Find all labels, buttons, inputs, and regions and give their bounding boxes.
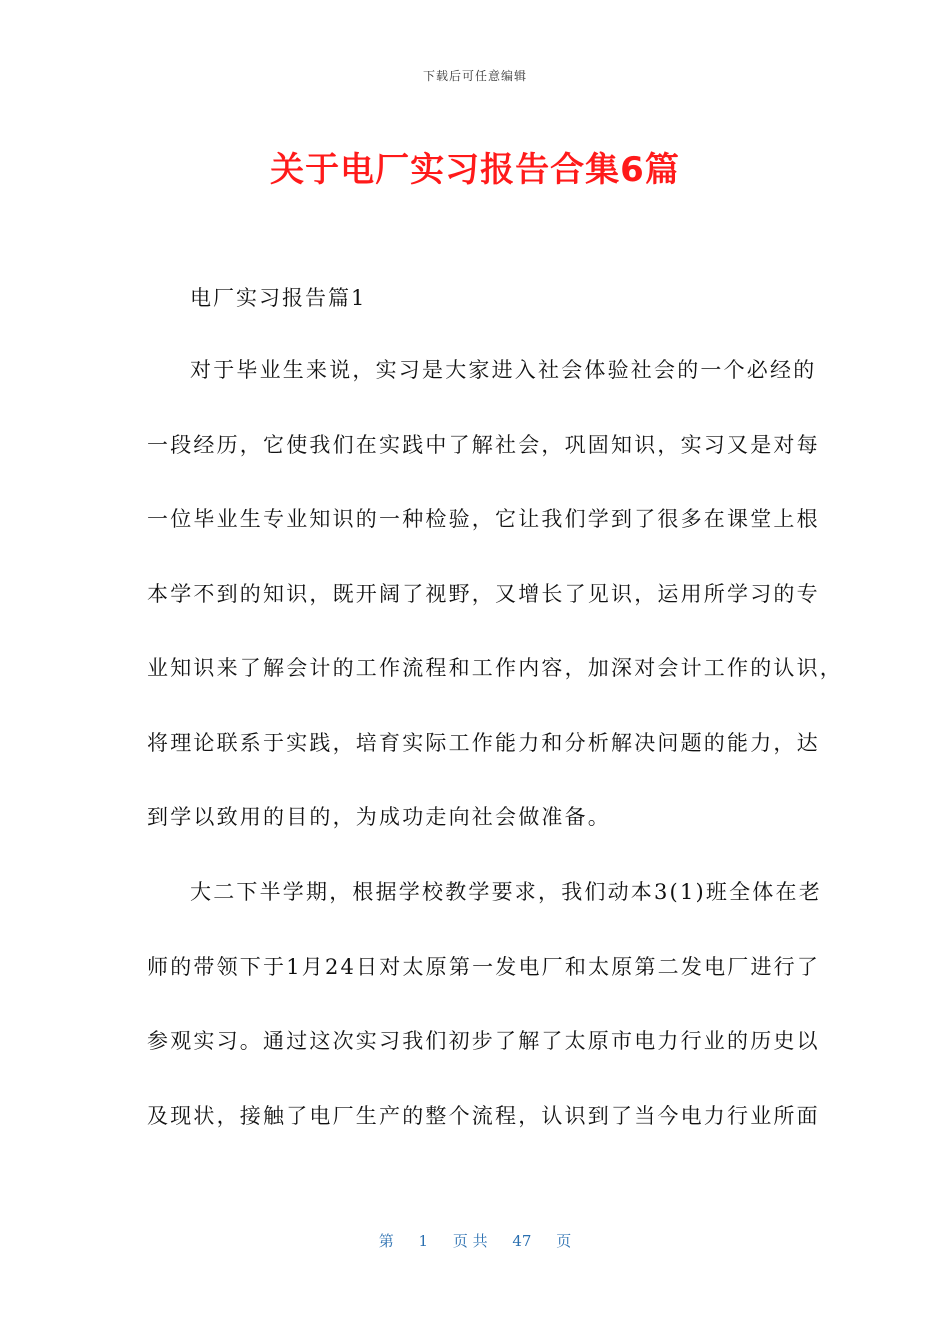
footer-label-end: 页 (556, 1232, 572, 1250)
header-note: 下载后可任意编辑 (422, 69, 527, 83)
paragraph-line: 本学不到的知识，既开阔了视野，又增长了见识，运用所学习的专 (147, 581, 820, 606)
paragraph-2 (147, 855, 822, 1153)
paragraph-line: 师的带领下于1月24日对太原第一发电厂和太原第二发电厂进行了 (147, 954, 821, 979)
paragraph-line: 及现状，接触了电厂生产的整个流程，认识到了当今电力行业所面 (147, 1103, 820, 1128)
paragraph-line: 一位毕业生专业知识的一种检验，它让我们学到了很多在课堂上根 (147, 507, 820, 531)
page-footer (0, 1230, 950, 1251)
paragraph-1 (147, 333, 843, 855)
paragraph-line: 业知识来了解会计的工作流程和工作内容，加深对会计工作的认识， (147, 656, 843, 680)
paragraph-line: 参观实习。通过这次实习我们初步了解了太原市电力行业的历史以 (147, 1029, 820, 1053)
footer-label-page: 第 (378, 1232, 394, 1250)
document-title: 关于电厂实习报告合集6篇 (270, 150, 680, 190)
paragraph-line: 一段经历，它使我们在实践中了解社会，巩固知识，实习又是对每 (147, 432, 820, 457)
footer-current-page: 1 (418, 1232, 429, 1250)
paragraph-line: 对于毕业生来说，实习是大家进入社会体验社会的一个必经的 (190, 358, 817, 382)
footer-total-pages: 47 (512, 1232, 532, 1250)
paragraph-line: 到学以致用的目的，为成功走向社会做准备。 (147, 805, 611, 829)
footer-label-total: 页 共 (452, 1232, 488, 1250)
paragraph-line: 将理论联系于实践，培育实际工作能力和分析解决问题的能力，达 (147, 730, 820, 755)
paragraph-line: 大二下半学期，根据学校教学要求，我们动本3(1)班全体在老 (190, 880, 822, 904)
section-heading: 电厂实习报告篇1 (190, 286, 367, 310)
